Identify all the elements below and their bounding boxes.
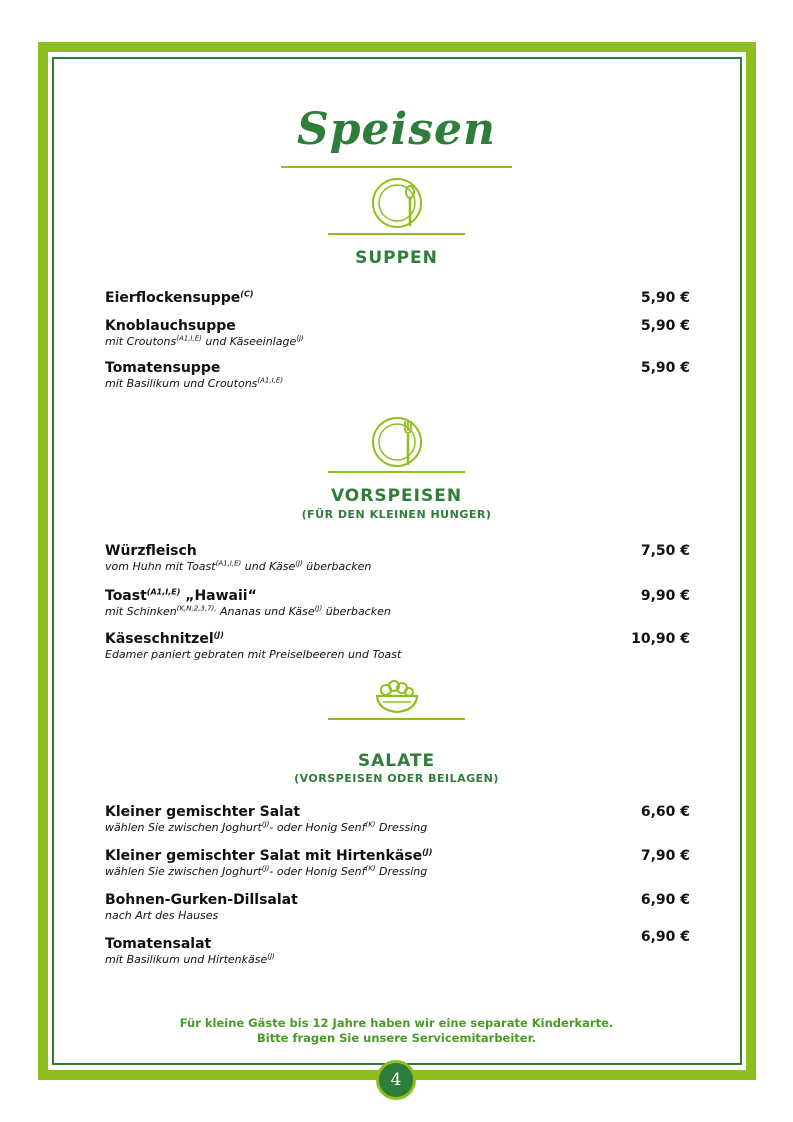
- item-price: 7,90 €: [640, 848, 690, 864]
- menu-item: Kleiner gemischter Salat wählen Sie zwischen Joghurt$^{(J)}$- oder Honig Senf$^{(K)}$ Dressing 6,60 €: [105, 804, 690, 834]
- item-price: 6,90 €: [640, 892, 690, 908]
- menu-item: Tomatensuppe mit Basilikum und Croutons$^{(A1,I,E)}$ 5,90 €: [105, 360, 690, 390]
- menu-item: Knoblauchsuppe mit Croutons$^{(A1,I,E)}$ und Käseeinlage$^{(J)}$ 5,90 €: [105, 318, 690, 348]
- salate-divider: [328, 718, 465, 720]
- item-price: 5,90 €: [640, 360, 690, 376]
- menu-item: Würzfleisch vom Huhn mit Toast$^{(A1,I,E)}$ und Käse$^{(J)}$ überbacken 7,50 €: [105, 543, 690, 573]
- section-subtitle-salate: (VORSPEISEN ODER BEILAGEN): [294, 772, 499, 785]
- section-title-vorspeisen: VORSPEISEN: [330, 486, 463, 506]
- item-price: 6,60 €: [640, 804, 690, 820]
- menu-item: Kleiner gemischter Salat mit Hirtenkäse$^{(J)}$ wählen Sie zwischen Joghurt$^{(J)}$- oder Honig Senf$^{(K)}$ Dressing 7,90 €: [105, 847, 690, 878]
- section-subtitle-vorspeisen: (FÜR DEN KLEINEN HUNGER): [301, 508, 492, 521]
- section-title-salate: SALATE: [357, 751, 436, 771]
- menu-item: Eierflockensuppe$^{(C)}$ 5,90 €: [105, 289, 690, 306]
- item-price: 5,90 €: [640, 290, 690, 306]
- title-divider: [281, 166, 512, 168]
- plate-fork-icon: [370, 415, 424, 469]
- item-price: 5,90 €: [640, 318, 690, 334]
- menu-item: Käseschnitzel$^{(J)}$ Edamer paniert gebraten mit Preiselbeeren und Toast 10,90 €: [105, 630, 690, 661]
- page-title: Speisen: [296, 104, 496, 155]
- menu-item: Tomatensalat mit Basilikum und Hirtenkäse$^{(J)}$ 6,90 €: [105, 929, 690, 966]
- item-price: 10,90 €: [631, 631, 690, 647]
- item-price: 9,90 €: [640, 588, 690, 604]
- page-number: 4: [376, 1060, 416, 1100]
- vorspeisen-divider: [328, 471, 465, 473]
- menu-item: Toast$^{(A1,I,E)}$ „Hawaii“ mit Schinken$^{(K,N,2,3,7),}$ Ananas und Käse$^{(J)}$ überbacken 9,90 €: [105, 587, 690, 618]
- plate-spoon-icon: [370, 176, 424, 230]
- item-price: 6,90 €: [640, 929, 690, 945]
- suppen-divider: [328, 233, 465, 235]
- menu-item: Bohnen-Gurken-Dillsalat nach Art des Hauses 6,90 €: [105, 892, 690, 922]
- item-price: 7,50 €: [640, 543, 690, 559]
- salad-bowl-icon: [374, 678, 420, 716]
- footer-note: Für kleine Gäste bis 12 Jahre haben wir eine separate Kinderkarte. Bitte fragen Sie unsere Servicemitarbeiter.: [179, 1016, 614, 1045]
- section-title-suppen: SUPPEN: [355, 248, 438, 268]
